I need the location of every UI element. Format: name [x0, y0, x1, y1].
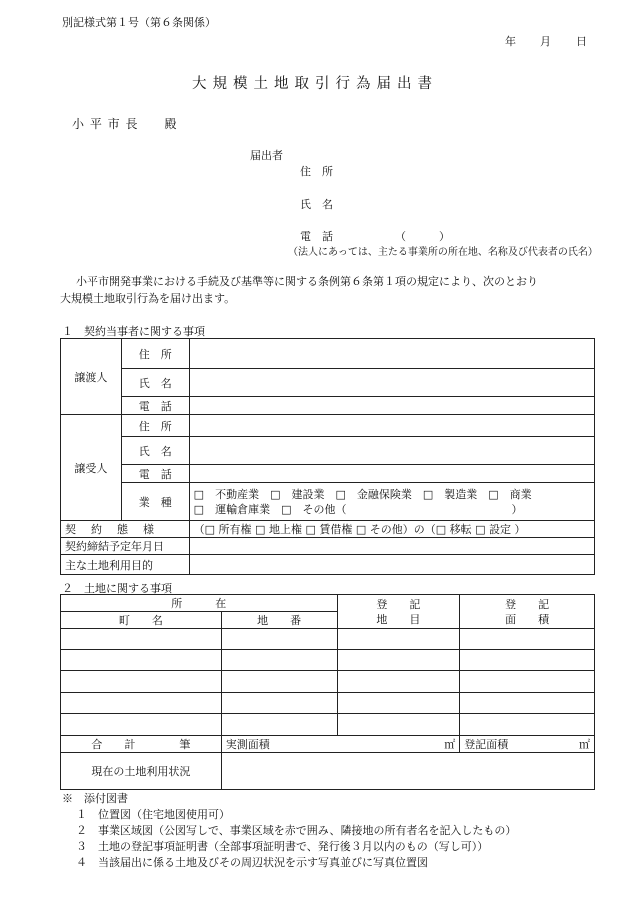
town-cell[interactable] — [61, 650, 222, 671]
business-type-options[interactable] — [189, 483, 594, 521]
town-cell[interactable] — [61, 671, 222, 693]
intro-line-1: 小平市開発事業における手続及び基準等に関する条例第６条第１項の規定により、次のとおり — [76, 275, 538, 288]
town-cell[interactable] — [61, 629, 222, 650]
registered-area-unit: ㎡ — [579, 738, 590, 751]
section2-heading: ２ 土地に関する事項 — [62, 582, 172, 595]
land-table — [60, 594, 595, 790]
transferee-address-label: 住 所 — [121, 415, 189, 437]
measured-area-label: 実測面積 — [225, 738, 270, 751]
town-cell[interactable] — [61, 693, 222, 714]
notifier-label: 届出者 — [250, 149, 283, 162]
parties-table — [60, 338, 595, 575]
category-cell[interactable] — [337, 671, 460, 693]
category-cell[interactable] — [337, 693, 460, 714]
lot-number-header: 地 番 — [221, 612, 337, 629]
attachment-item: ４ 当該届出に係る土地及びその周辺状況を示す写真並びに写真位置図 — [76, 856, 428, 869]
business-type-label: 業 種 — [121, 483, 189, 521]
town-header: 町 名 — [61, 612, 222, 629]
transferor-address-label: 住 所 — [121, 339, 189, 369]
transferor-label: 譲渡人 — [61, 339, 122, 415]
category-cell[interactable] — [337, 650, 460, 671]
area-cell[interactable] — [460, 693, 595, 714]
transferee-label: 譲受人 — [61, 415, 122, 521]
area-cell[interactable] — [460, 671, 595, 693]
addressee: 小 平 市 長 殿 — [72, 117, 178, 131]
area-cell[interactable] — [460, 714, 595, 736]
registered-category-header — [337, 595, 460, 629]
date-day: 日 — [576, 35, 587, 48]
area-cell[interactable] — [460, 629, 595, 650]
notifier-address-label: 住 所 — [300, 165, 333, 178]
area-cell[interactable] — [460, 650, 595, 671]
contract-form-label: 契 約 態 様 — [61, 521, 190, 538]
notifier-name-label: 氏 名 — [300, 198, 333, 211]
transferor-phone-label: 電 話 — [121, 397, 189, 415]
contract-date-label: 契約締結予定年月日 — [61, 538, 190, 555]
business-type-line-2[interactable]: □ 運輸倉庫業 □ その他（ ） — [193, 502, 523, 516]
measured-area-cell[interactable] — [221, 736, 460, 753]
land-row — [61, 671, 595, 693]
registered-area-header — [460, 595, 595, 629]
transferor-address-field[interactable] — [189, 339, 594, 369]
land-row — [61, 693, 595, 714]
form-number: 別記様式第１号（第６条関係） — [62, 16, 216, 29]
category-cell[interactable] — [337, 629, 460, 650]
lot-cell[interactable] — [221, 693, 337, 714]
transferee-phone-label: 電 話 — [121, 465, 189, 483]
transferor-phone-field[interactable] — [189, 397, 594, 415]
attachments-heading: ※ 添付図書 — [62, 792, 128, 805]
total-row — [61, 736, 595, 753]
business-type-line-1[interactable]: □ 不動産業 □ 建設業 □ 金融保険業 □ 製造業 □ 商業 — [193, 487, 532, 501]
current-use-label: 現在の土地利用状況 — [61, 753, 222, 790]
land-row — [61, 629, 595, 650]
attachment-item: ３ 土地の登記事項証明書（全部事項証明書で、発行後３月以内のもの（写し可）） — [76, 840, 489, 853]
category-cell[interactable] — [337, 714, 460, 736]
measured-area-unit: ㎡ — [444, 738, 456, 751]
attachment-item: １ 位置図（住宅地図使用可） — [76, 808, 230, 821]
lot-cell[interactable] — [221, 650, 337, 671]
town-cell[interactable] — [61, 714, 222, 736]
transferee-name-field[interactable] — [189, 437, 594, 465]
corporation-note: （法人にあっては、主たる事業所の所在地、名称及び代表者の氏名） — [288, 247, 598, 258]
registered-category-bottom: 地 目 — [376, 612, 421, 626]
registered-category-top: 登 記 — [376, 597, 421, 611]
date-month: 月 — [540, 35, 551, 48]
land-use-purpose-label: 主な土地利用目的 — [61, 555, 190, 575]
intro-line-2: 大規模土地取引行為を届け出ます。 — [60, 292, 236, 305]
transferee-name-label: 氏 名 — [121, 437, 189, 465]
contract-date-field[interactable] — [189, 538, 594, 555]
transferor-name-field[interactable] — [189, 369, 594, 397]
attachment-item: ２ 事業区域図（公図写しで、事業区域を赤で囲み、隣接地の所有者名を記入したもの） — [76, 824, 517, 837]
registered-area-top: 登 記 — [505, 597, 550, 611]
land-row — [61, 714, 595, 736]
transferee-address-field[interactable] — [189, 415, 594, 437]
registered-area-label: 登記面積 — [464, 738, 509, 751]
total-label: 合 計 筆 — [61, 736, 222, 753]
notifier-phone-paren: （ ） — [395, 230, 450, 243]
section1-heading: １ 契約当事者に関する事項 — [62, 325, 205, 338]
transferor-name-label: 氏 名 — [121, 369, 189, 397]
registered-area-cell[interactable] — [460, 736, 595, 753]
contract-form-options[interactable]: （□ 所有権 □ 地上権 □ 賃借権 □ その他）の（□ 移転 □ 設定 ） — [189, 521, 594, 538]
lot-cell[interactable] — [221, 714, 337, 736]
location-header: 所 在 — [61, 595, 338, 612]
land-use-purpose-field[interactable] — [189, 555, 594, 575]
notifier-phone-label: 電 話 — [300, 230, 333, 243]
transferee-phone-field[interactable] — [189, 465, 594, 483]
land-row — [61, 650, 595, 671]
page-title: 大規模土地取引行為届出書 — [192, 76, 438, 92]
lot-cell[interactable] — [221, 629, 337, 650]
current-use-field[interactable] — [221, 753, 594, 790]
lot-cell[interactable] — [221, 671, 337, 693]
date-year: 年 — [505, 35, 516, 48]
registered-area-bottom: 面 積 — [505, 612, 550, 626]
